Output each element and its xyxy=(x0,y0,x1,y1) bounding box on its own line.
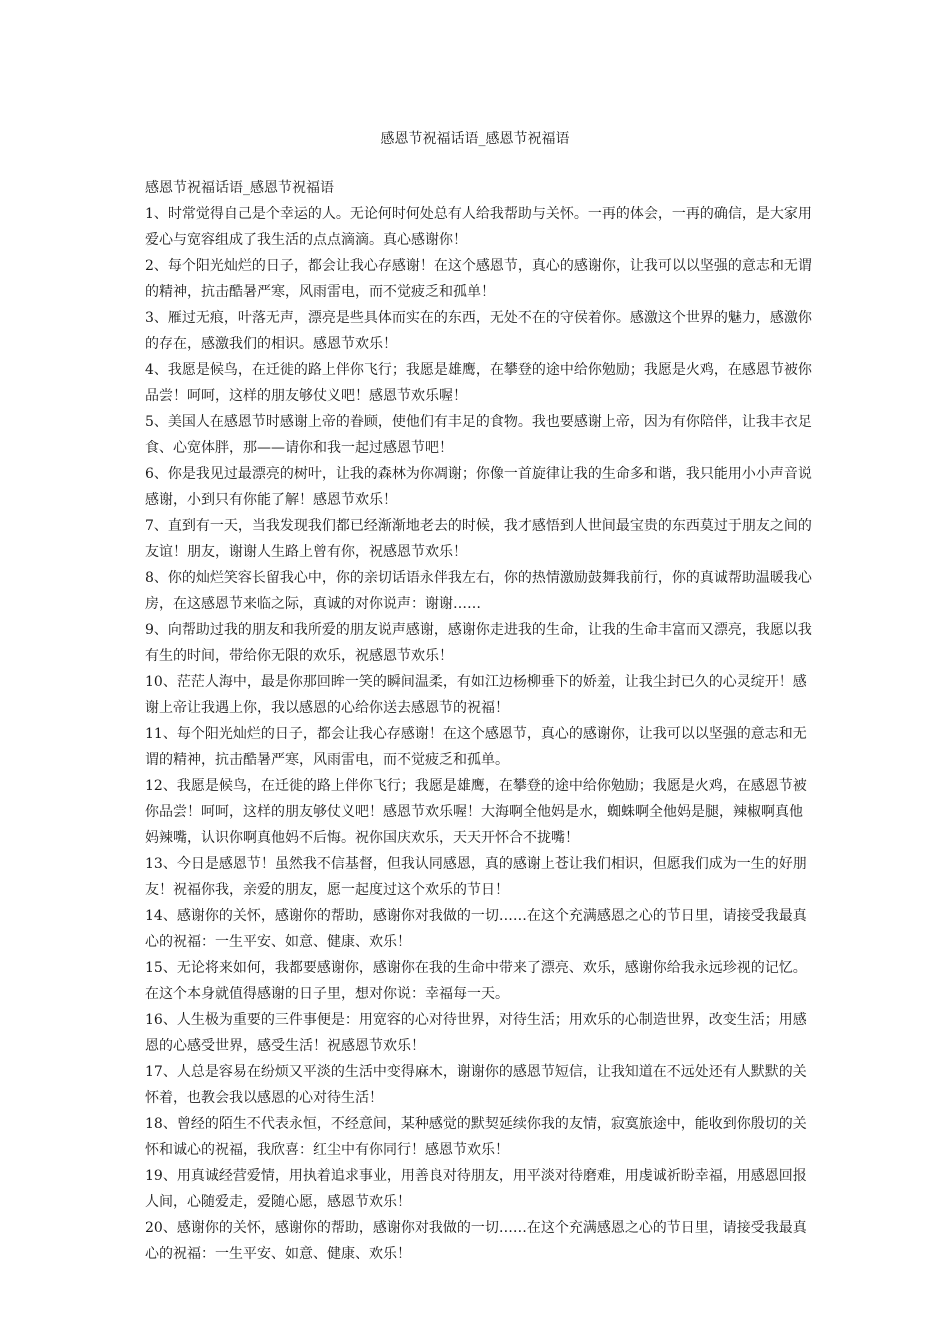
paragraph: 11、每个阳光灿烂的日子，都会让我心存感谢！在这个感恩节，真心的感谢你，让我可以以坚强的意志和无谓的精神，抗击酷暑严寒，风雨雷电，而不觉疲乏和孤单。 xyxy=(145,726,807,768)
paragraph: 9、向帮助过我的朋友和我所爱的朋友说声感谢，感谢你走进我的生命，让我的生命丰富而又漂亮，我愿以我有生的时间，带给你无限的欢乐，祝感恩节欢乐！ xyxy=(145,622,812,664)
paragraph: 4、我愿是候鸟，在迁徙的路上伴你飞行；我愿是雄鹰，在攀登的途中给你勉励；我愿是火鸡，在感恩节被你品尝！呵呵，这样的朋友够仗义吧！感恩节欢乐喔！ xyxy=(145,362,812,404)
document-body xyxy=(145,175,815,1267)
paragraph: 20、感谢你的关怀，感谢你的帮助，感谢你对我做的一切……在这个充满感恩之心的节日里，请接受我最真心的祝福：一生平安、如意、健康、欢乐！ xyxy=(145,1220,807,1262)
paragraph: 13、今日是感恩节！虽然我不信基督，但我认同感恩，真的感谢上苍让我们相识，但愿我们成为一生的好朋友！祝福你我，亲爱的朋友，愿一起度过这个欢乐的节日！ xyxy=(145,856,807,898)
paragraph: 18、曾经的陌生不代表永恒，不经意间，某种感觉的默契延续你我的友情，寂寞旅途中，能收到你殷切的关怀和诚心的祝福，我欣喜：红尘中有你同行！感恩节欢乐！ xyxy=(145,1116,807,1158)
paragraph: 17、人总是容易在纷烦又平淡的生活中变得麻木，谢谢你的感恩节短信，让我知道在不远处还有人默默的关怀着，也教会我以感恩的心对待生活！ xyxy=(145,1064,807,1106)
paragraph: 10、茫茫人海中，最是你那回眸一笑的瞬间温柔，有如江边杨柳垂下的娇羞，让我尘封已久的心灵绽开！感谢上帝让我遇上你，我以感恩的心给你送去感恩节的祝福！ xyxy=(145,674,807,716)
paragraph: 7、直到有一天，当我发现我们都已经渐渐地老去的时候，我才感悟到人世间最宝贵的东西莫过于朋友之间的友谊！朋友，谢谢人生路上曾有你，祝感恩节欢乐！ xyxy=(145,518,812,560)
paragraph: 2、每个阳光灿烂的日子，都会让我心存感谢！在这个感恩节，真心的感谢你，让我可以以坚强的意志和无谓的精神，抗击酷暑严寒，风雨雷电，而不觉疲乏和孤单！ xyxy=(145,258,812,300)
paragraph: 16、人生极为重要的三件事便是：用宽容的心对待世界，对待生活；用欢乐的心制造世界，改变生活；用感恩的心感受世界，感受生活！祝感恩节欢乐！ xyxy=(145,1012,807,1054)
paragraph: 14、感谢你的关怀，感谢你的帮助，感谢你对我做的一切……在这个充满感恩之心的节日里，请接受我最真心的祝福：一生平安、如意、健康、欢乐！ xyxy=(145,908,807,950)
paragraph: 12、我愿是候鸟，在迁徙的路上伴你飞行；我愿是雄鹰，在攀登的途中给你勉励；我愿是火鸡，在感恩节被你品尝！呵呵，这样的朋友够仗义吧！感恩节欢乐喔！大海啊全他妈是水，蜘蛛啊全他妈是腿，辣椒啊真他妈辣嘴，认识你啊真他妈不后悔。祝你国庆欢乐，天天开怀合不拢嘴！ xyxy=(145,778,807,846)
paragraph: 19、用真诚经营爱情，用执着追求事业，用善良对待朋友，用平淡对待磨难，用虔诚祈盼幸福，用感恩回报人间，心随爱走，爱随心愿，感恩节欢乐！ xyxy=(145,1168,807,1210)
paragraph: 8、你的灿烂笑容长留我心中，你的亲切话语永伴我左右，你的热情激励鼓舞我前行，你的真诚帮助温暖我心房，在这感恩节来临之际，真诚的对你说声：谢谢…… xyxy=(145,570,812,612)
paragraph: 5、美国人在感恩节时感谢上帝的眷顾，使他们有丰足的食物。我也要感谢上帝，因为有你陪伴，让我丰衣足食、心宽体胖，那——请你和我一起过感恩节吧！ xyxy=(145,414,812,456)
paragraph: 6、你是我见过最漂亮的树叶，让我的森林为你凋谢；你像一首旋律让我的生命多和谐，我只能用小小声音说感谢，小到只有你能了解！感恩节欢乐！ xyxy=(145,466,812,508)
document-subtitle: 感恩节祝福话语_感恩节祝福语 xyxy=(145,180,334,196)
document-title: 感恩节祝福话语_感恩节祝福语 xyxy=(380,131,570,147)
paragraph: 1、时常觉得自己是个幸运的人。无论何时何处总有人给我帮助与关怀。一再的体会，一再的确信，是大家用爱心与宽容组成了我生活的点点滴滴。真心感谢你！ xyxy=(145,206,812,248)
paragraph: 15、无论将来如何，我都要感谢你，感谢你在我的生命中带来了漂亮、欢乐，感谢你给我永远珍视的记忆。在这个本身就值得感谢的日子里，想对你说：幸福每一天。 xyxy=(145,960,807,1002)
paragraph: 3、雁过无痕，叶落无声，漂亮是些具体而实在的东西，无处不在的守侯着你。感激这个世界的魅力，感激你的存在，感激我们的相识。感恩节欢乐！ xyxy=(145,310,812,352)
